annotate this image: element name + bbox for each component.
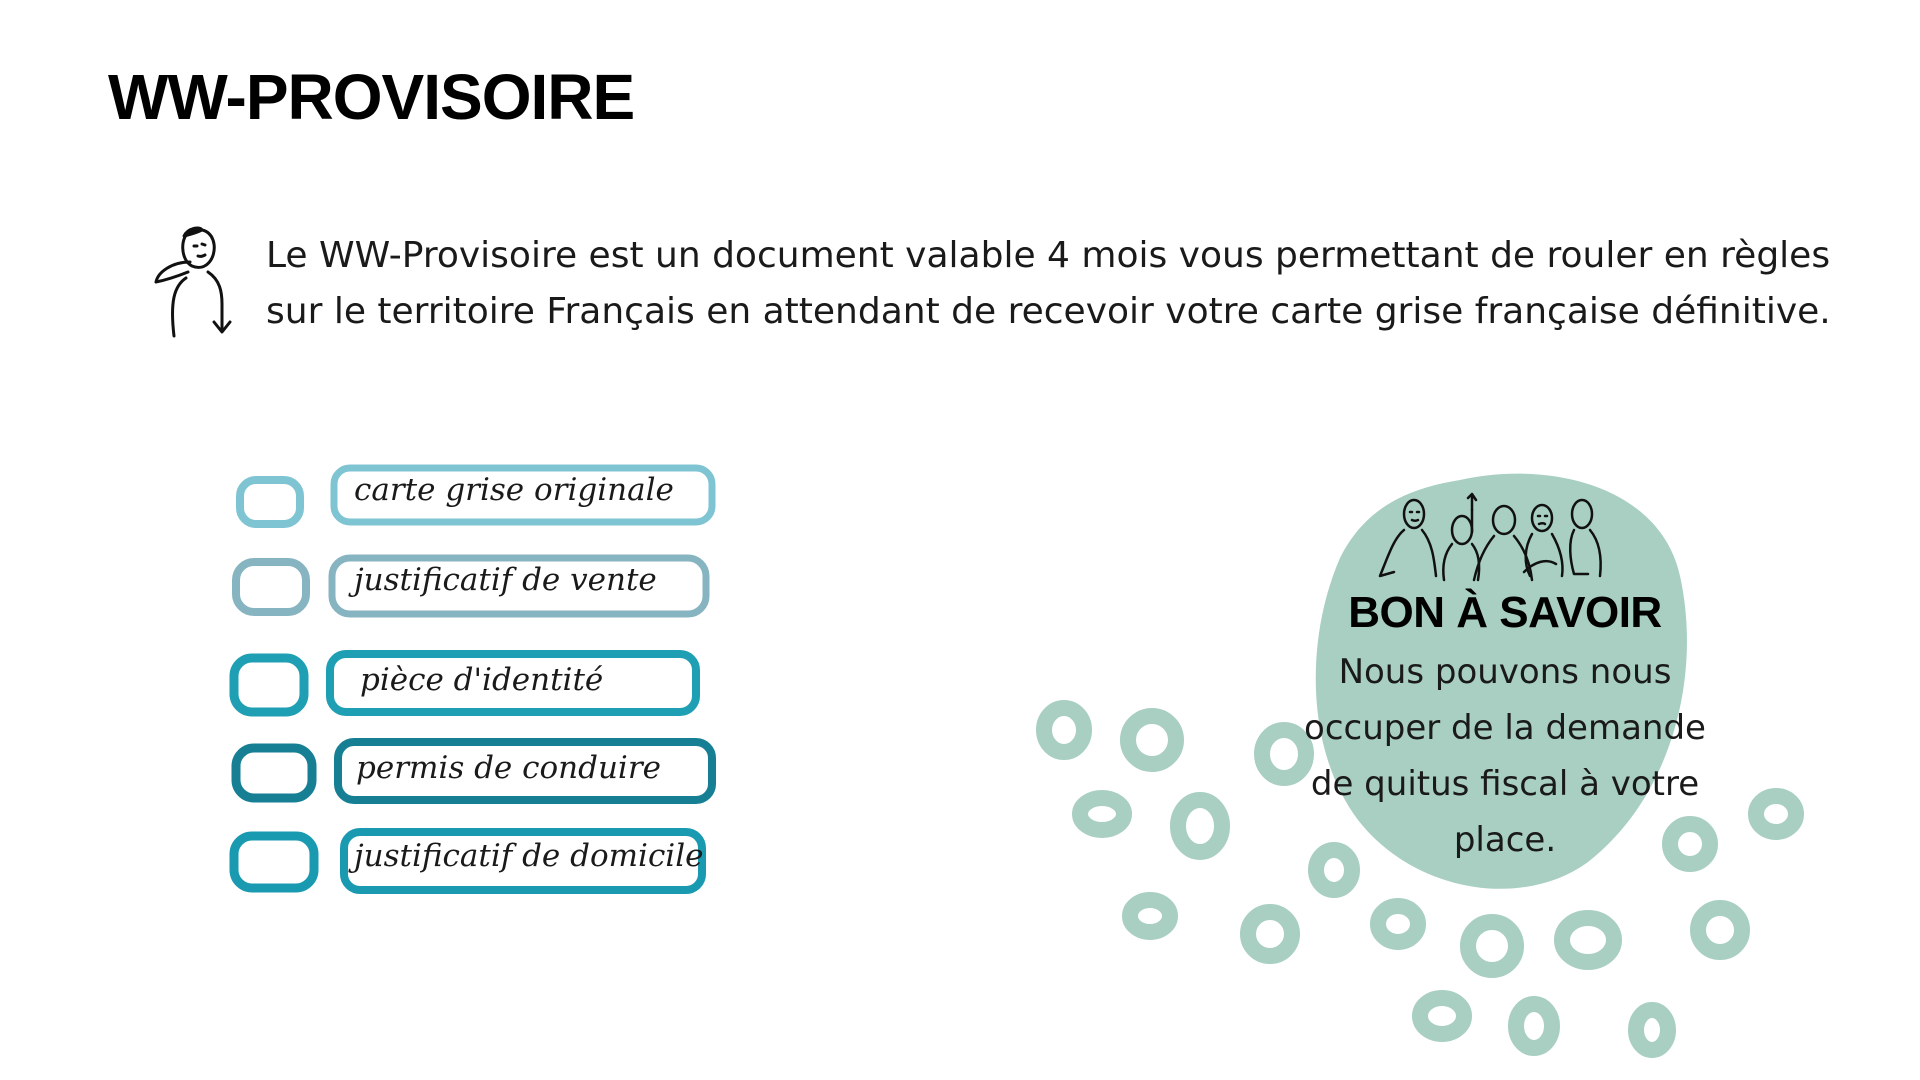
checklist-item-label: justificatif de domicile bbox=[354, 838, 704, 874]
page-title: WW-PROVISOIRE bbox=[108, 61, 635, 133]
checklist-item-label: justificatif de vente bbox=[354, 562, 657, 598]
checklist-item-label: permis de conduire bbox=[356, 750, 662, 786]
info-body: Nous pouvons nous occuper de la demande de quitus fiscal à votre place. bbox=[1304, 652, 1706, 860]
checklist-item bbox=[226, 648, 746, 718]
info-title: BON À SAVOIR bbox=[1348, 588, 1662, 637]
checklist-item-label: carte grise originale bbox=[354, 472, 674, 508]
checklist-item bbox=[226, 826, 746, 896]
group-of-people-icon bbox=[1374, 492, 1626, 584]
checklist-item-label: pièce d'identité bbox=[360, 662, 604, 698]
checklist-item bbox=[226, 738, 746, 808]
document-checklist bbox=[226, 462, 746, 912]
checklist-item bbox=[226, 550, 746, 620]
checklist-item bbox=[226, 462, 746, 532]
intro-paragraph: Le WW-Provisoire est un document valable 4 mois vous permettant de rouler en règles sur le territoire Français en attendant de recevoir votre carte grise française définitive. bbox=[266, 235, 1831, 332]
thinking-person-icon bbox=[150, 222, 250, 340]
